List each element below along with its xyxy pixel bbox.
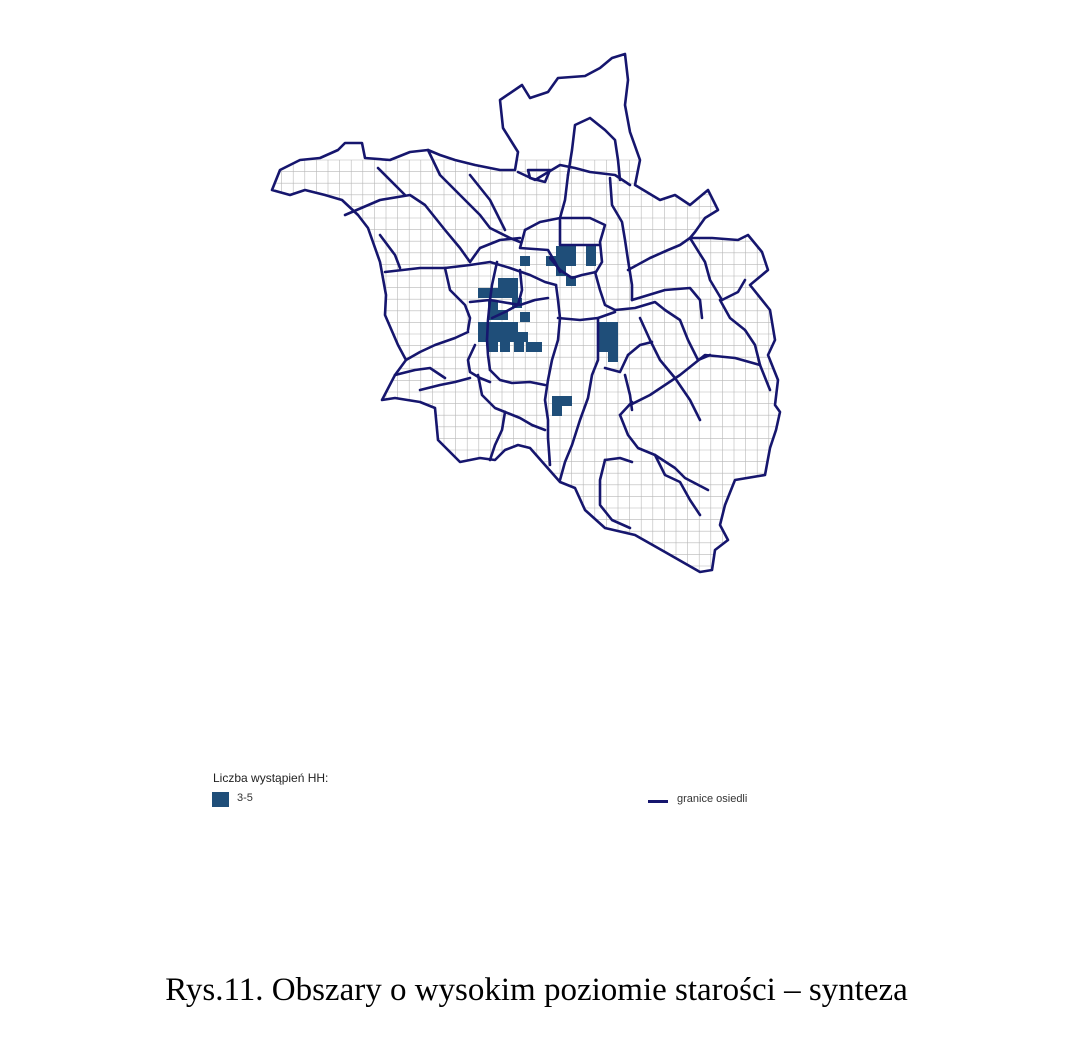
legend-title: Liczba wystąpień HH: bbox=[213, 771, 329, 785]
hotspot-cell bbox=[520, 256, 530, 266]
figure-caption: Rys.11. Obszary o wysokim poziomie starości – synteza bbox=[165, 972, 908, 1008]
hotspot-cell bbox=[608, 342, 618, 352]
hotspot-cell bbox=[488, 322, 498, 332]
hotspot-cell bbox=[608, 332, 618, 342]
hotspot-cell bbox=[498, 332, 508, 342]
hotspot-cell bbox=[532, 342, 542, 352]
legend-swatch-hotspot bbox=[212, 792, 229, 807]
hotspot-cell bbox=[552, 396, 562, 406]
hotspot-cell bbox=[498, 278, 508, 288]
hotspot-cell bbox=[598, 322, 608, 332]
hotspot-cell bbox=[566, 246, 576, 256]
hotspot-cell bbox=[518, 332, 528, 342]
hotspot-cell bbox=[586, 246, 596, 256]
hotspot-cell bbox=[608, 352, 618, 362]
hotspot-cell bbox=[598, 342, 608, 352]
hotspot-cell bbox=[508, 288, 518, 298]
hotspot-cell bbox=[608, 322, 618, 332]
grid-lines bbox=[270, 160, 790, 585]
hotspot-cell bbox=[556, 246, 566, 256]
hotspot-cell bbox=[488, 332, 498, 342]
hotspot-cell bbox=[508, 332, 518, 342]
hotspot-cell bbox=[514, 342, 524, 352]
hotspot-cell bbox=[586, 256, 596, 266]
hotspot-cell bbox=[508, 278, 518, 288]
hotspot-cell bbox=[478, 288, 488, 298]
hotspot-cell bbox=[498, 288, 508, 298]
hotspot-cell bbox=[552, 406, 562, 416]
legend-class-label: 3-5 bbox=[237, 792, 253, 804]
hotspot-cell bbox=[508, 322, 518, 332]
hotspot-cell bbox=[520, 312, 530, 322]
hotspot-cell bbox=[488, 342, 498, 352]
hotspot-cell bbox=[500, 342, 510, 352]
hotspot-cell bbox=[598, 332, 608, 342]
legend-boundary-label: granice osiedli bbox=[677, 793, 748, 805]
hotspot-cell bbox=[566, 256, 576, 266]
hotspot-cell bbox=[562, 396, 572, 406]
hotspot-cell bbox=[498, 322, 508, 332]
legend-boundary-line bbox=[648, 800, 668, 803]
